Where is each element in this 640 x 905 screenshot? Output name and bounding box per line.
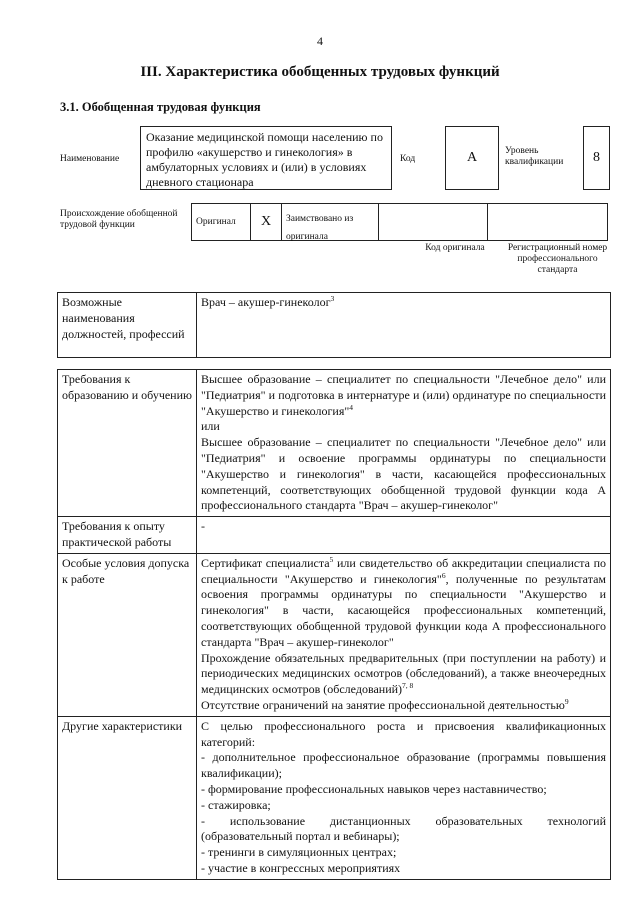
borrowed-cell [281,203,379,241]
list-item: - формирование профессиональных навыков через наставничество; [201,781,547,796]
level-value-box: 8 [583,126,610,190]
list-item: - стажировка; [201,797,271,812]
positions-table [57,292,611,358]
reg-number-label: Регистрационный номер профессионального стандарта [507,243,608,275]
positions-label: Возможные наименования должностей, профессий [58,293,197,358]
other-label: Другие характеристики [58,716,197,879]
original-mark: Х [260,214,272,229]
original-label: Оригинал [196,216,236,227]
section-heading: III. Характеристика обобщенных трудовых функций [140,64,500,80]
admission-row [58,553,611,716]
borrowed-label: Заимствовано из оригинала [286,214,354,242]
original-mark-cell [250,203,282,241]
list-item: - тренинги в симуляционных центрах; [201,845,397,860]
education-value: Высшее образование – специалитет по специальности "Лечебное дело" или "Педиатрия" и подготовка в интернатуре и (или) ординатуре по специальности "Акушерство и гинекология"$^4$ или Высшее образование – специалитет по специальности "Лечебное дело" или "Педиатрия" и освоение программы ординатуры по специальности "Акушерство и гинекология" в части, касающейся профессиональных компетенций, соответствующих обобщенной трудовой функции кода А профессионального стандарта "Врач – акушер-гинеколог" [197,370,611,517]
function-name-box: Оказание медицинской помощи населению по профилю «акушерство и гинекология» в амбулаторных условиях и (или) в условиях дневного стационара [140,126,392,190]
name-label: Наименование [60,154,120,164]
origin-row [191,203,610,241]
code-label: Код [400,154,416,164]
original-cell [191,203,251,241]
other-value: С целью профессионального роста и присвоения квалификационных категорий: - дополнительное профессиональное образование (программы повышения квалификации); - формирование профессиональных навыков через наставничество; - стажировка; - использование дистанционных образовательных технологий (образовательный портал и вебинары); - тренинги в симуляционных центрах; - участие в конгрессных мероприятиях [197,716,611,879]
experience-row [58,517,611,554]
code-original-cell [378,203,488,241]
requirements-table [57,369,611,880]
education-label: Требования к образованию и обучению [58,370,197,517]
other-row [58,716,611,879]
experience-label: Требования к опыту практической работы [58,517,197,554]
origin-label: Происхождение обобщенной трудовой функции [60,209,178,230]
education-row [58,370,611,517]
subsection-heading: 3.1. Обобщенная трудовая функция [60,100,261,114]
experience-value: - [197,517,611,554]
level-label: Уровень квалификации [505,146,564,167]
reg-number-cell [487,203,608,241]
page-number: 4 [317,34,323,48]
admission-value: Сертификат специалиста$^5$ или свидетельство об аккредитации специалиста по специальности "Акушерство и гинекология"$^6$, полученные по результатам освоения программы ординатуры по специальности "Акушерство и гинекология" в части, касающейся профессиональных компетенций, соответствующих обобщенной трудовой функции кода А профессионального стандарта "Врач – акушер-гинеколог" Прохождение обязательных предварительных (при поступлении на работу) и периодических медицинских осмотров (обследований), а также внеочередных медицинских осмотров (обследований)$^{7, 8}$ Отсутствие ограничений на занятие профессиональной деятельностью$^9$ [197,553,611,716]
code-original-label: Код оригинала [425,243,485,253]
list-item: - использование дистанционных образовательных технологий (образовательный портал и вебинары); [201,813,606,844]
code-value-box: А [445,126,499,190]
admission-label: Особые условия допуска к работе [58,553,197,716]
list-item: - дополнительное профессиональное образование (программы повышения квалификации); [201,750,606,781]
positions-value: Врач – акушер-гинеколог$^3$ [197,293,611,358]
list-item: - участие в конгрессных мероприятиях [201,860,401,875]
